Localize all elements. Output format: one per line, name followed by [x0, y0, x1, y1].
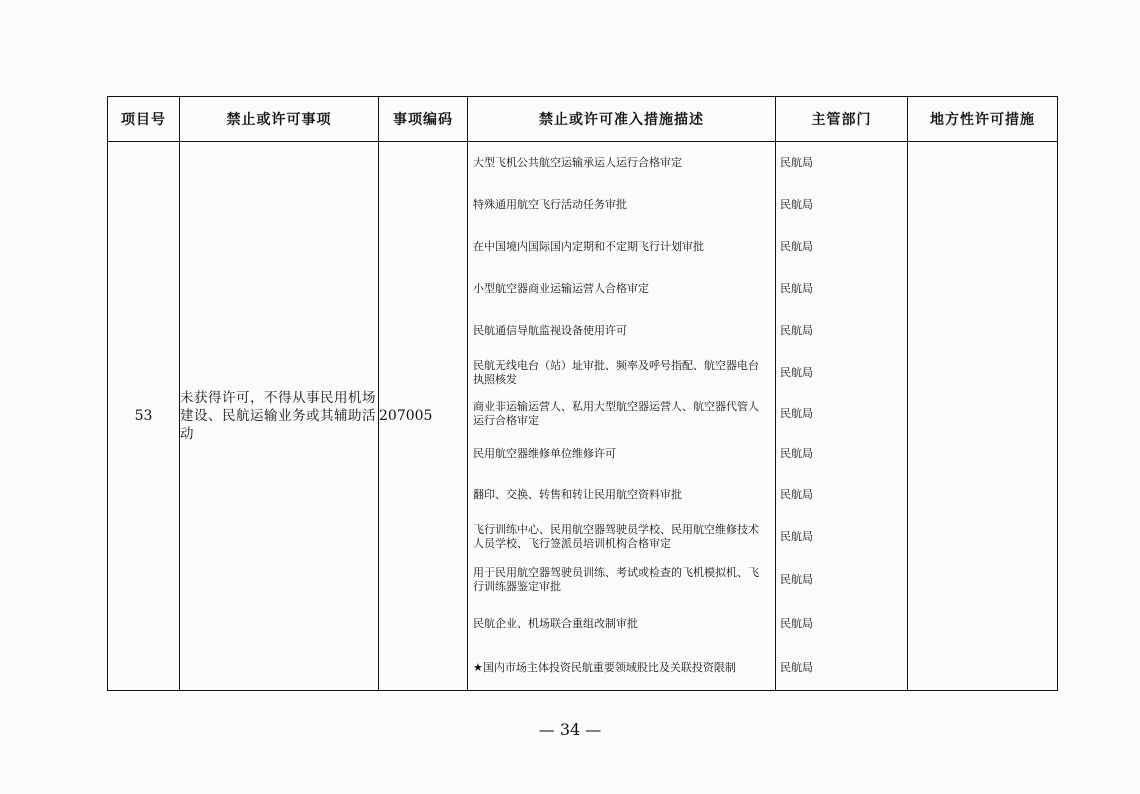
measure-dept: 民航局	[780, 366, 813, 379]
measure-dept: 民航局	[780, 198, 813, 211]
header-local: 地方性许可措施	[908, 97, 1058, 142]
measure-desc: 特殊通用航空飞行活动任务审批	[473, 198, 627, 211]
header-dept: 主管部门	[776, 97, 908, 142]
table-row	[108, 142, 1058, 691]
entry-number: 53	[108, 142, 180, 691]
measure-desc: 用于民用航空器驾驶员训练、考试或检查的飞机模拟机、飞行训练器鉴定审批	[473, 566, 759, 593]
measure-dept: 民航局	[780, 530, 813, 543]
measure-desc: 在中国境内国际国内定期和不定期飞行计划审批	[473, 240, 704, 253]
measure-dept: 民航局	[780, 156, 813, 169]
measure-dept: 民航局	[780, 282, 813, 295]
header-code: 事项编码	[379, 97, 468, 142]
header-item: 禁止或许可事项	[180, 97, 379, 142]
entry-item: 未获得许可，不得从事民用机场建设、民航运输业务或其辅助活动	[180, 142, 379, 691]
page-number: — 34 —	[538, 720, 602, 739]
measure-desc: ★国内市场主体投资民航重要领域股比及关联投资限制	[473, 661, 736, 674]
measure-dept: 民航局	[780, 240, 813, 253]
measure-dept: 民航局	[780, 407, 813, 420]
measure-desc: 民航通信导航监视设备使用许可	[473, 324, 627, 337]
measure-dept: 民航局	[780, 324, 813, 337]
measure-desc: 民用航空器维修单位维修许可	[473, 447, 616, 460]
measure-desc: 民航无线电台（站）址审批、频率及呼号指配、航空器电台执照核发	[473, 359, 759, 386]
measure-desc: 翻印、交换、转售和转让民用航空资料审批	[473, 488, 682, 501]
measure-departments	[776, 142, 908, 691]
entry-code: 207005	[379, 142, 468, 691]
header-no: 项目号	[108, 97, 180, 142]
local-measures	[908, 142, 1058, 691]
header-desc: 禁止或许可准入措施描述	[468, 97, 776, 142]
measure-dept: 民航局	[780, 447, 813, 460]
permit-table	[107, 96, 1058, 691]
measure-desc: 民航企业、机场联合重组改制审批	[473, 617, 638, 630]
header-row	[108, 97, 1058, 142]
measure-dept: 民航局	[780, 573, 813, 586]
measure-descriptions	[468, 142, 776, 691]
measure-dept: 民航局	[780, 661, 813, 674]
measure-desc: 商业非运输运营人、私用大型航空器运营人、航空器代管人运行合格审定	[473, 400, 759, 427]
measure-desc: 飞行训练中心、民用航空器驾驶员学校、民用航空维修技术人员学校、飞行签派员培训机构合格审定	[473, 523, 759, 550]
measure-dept: 民航局	[780, 488, 813, 501]
measure-desc: 大型飞机公共航空运输承运人运行合格审定	[473, 156, 682, 169]
measure-dept: 民航局	[780, 617, 813, 630]
measure-desc: 小型航空器商业运输运营人合格审定	[473, 282, 649, 295]
